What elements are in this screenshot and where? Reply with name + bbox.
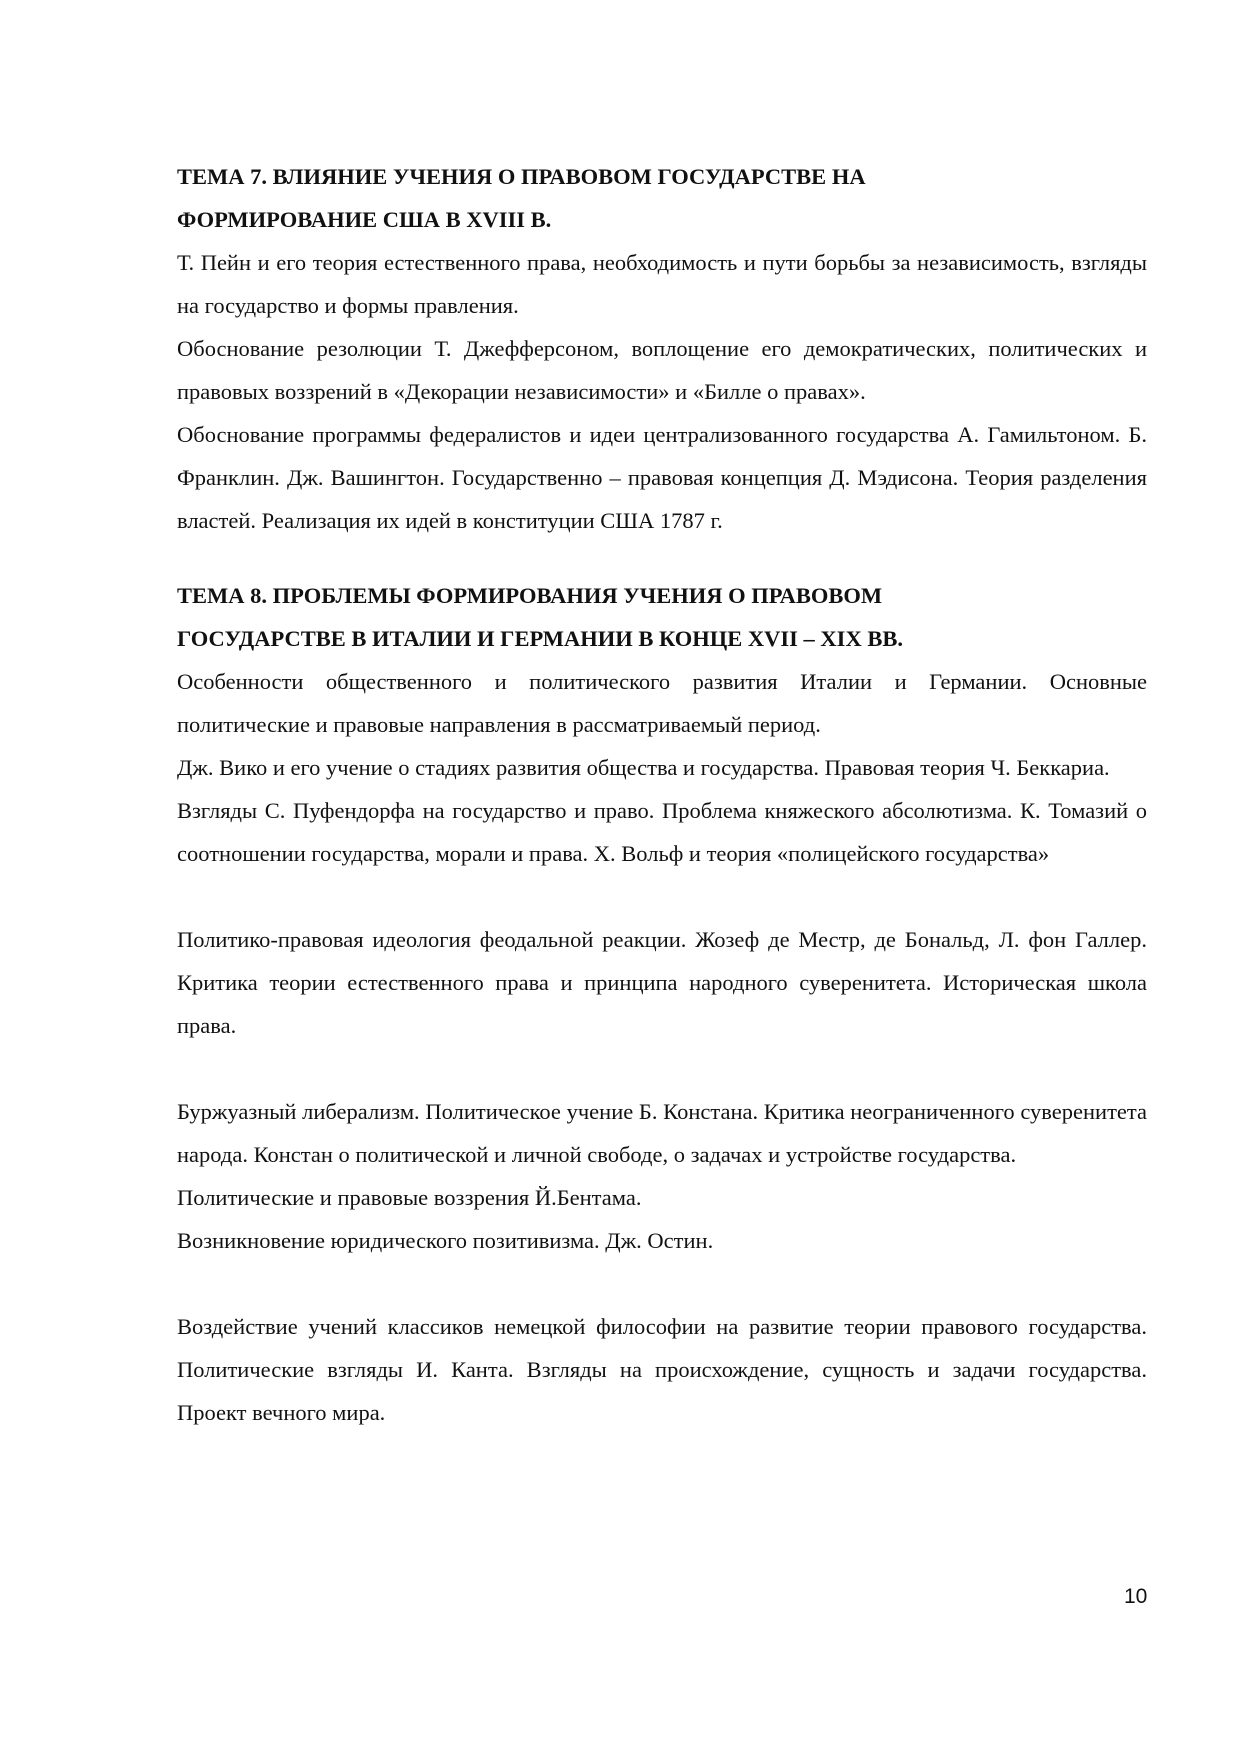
document-page <box>177 155 1147 1434</box>
topic-7-paragraph-1: Т. Пейн и его теория естественного права, необходимость и пути борьбы за независимость, взгляды на государство и формы правления. <box>177 250 1147 318</box>
topic-7-paragraph-3: Обоснование программы федералистов и идеи централизованного государства А. Гамильтоном. Б. Франклин. Дж. Вашингтон. Государственно – правовая концепция Д. Мэдисона. Теория разделения властей. Реализация их идей в конституции США 1787 г. <box>177 422 1147 533</box>
topic-8-paragraph-4: Политико-правовая идеология феодальной реакции. Жозеф де Местр, де Бональд, Л. фон Галлер. Критика теории естественного права и принципа народного суверенитета. Историческая школа права. <box>177 927 1147 1038</box>
topic-8-paragraph-7: Возникновение юридического позитивизма. Дж. Остин. <box>177 1228 714 1253</box>
topic-8-paragraph-1: Особенности общественного и политического развития Италии и Германии. Основные политические и правовые направления в рассматриваемый период. <box>177 669 1147 737</box>
paragraph-spacer <box>177 875 1147 918</box>
page-number: 10 <box>1124 1585 1148 1608</box>
topic-7-paragraph-2: Обоснование резолюции Т. Джефферсоном, воплощение его демократических, политических и правовых воззрений в «Декорации независимости» и «Билле о правах». <box>177 336 1147 404</box>
paragraph-spacer <box>177 1262 1147 1305</box>
topic-7-heading <box>177 155 1147 241</box>
topic-8-paragraph-5: Буржуазный либерализм. Политическое учение Б. Констана. Критика неограниченного суверенитета народа. Констан о политической и личной свободе, о задачах и устройстве государства. <box>177 1099 1147 1167</box>
topic-7-heading-line-1: ТЕМА 7. ВЛИЯНИЕ УЧЕНИЯ О ПРАВОВОМ ГОСУДАРСТВЕ НА <box>177 164 866 189</box>
topic-8-heading-line-2: ГОСУДАРСТВЕ В ИТАЛИИ И ГЕРМАНИИ В КОНЦЕ XVII – XIX ВВ. <box>177 626 903 651</box>
topic-8-paragraph-2: Дж. Вико и его учение о стадиях развития общества и государства. Правовая теория Ч. Беккариа. <box>177 755 1110 780</box>
topic-8-paragraph-8: Воздействие учений классиков немецкой философии на развитие теории правового государства. Политические взгляды И. Канта. Взгляды на происхождение, сущность и задачи государства. Проект вечного мира. <box>177 1314 1147 1425</box>
topic-8-paragraph-3: Взгляды С. Пуфендорфа на государство и право. Проблема княжеского абсолютизма. К. Томазий о соотношении государства, морали и права. Х. Вольф и теория «полицейского государства» <box>177 798 1147 866</box>
section-spacer <box>177 542 1147 574</box>
paragraph-spacer <box>177 1047 1147 1090</box>
topic-8-heading <box>177 574 1147 660</box>
topic-8-paragraph-6: Политические и правовые воззрения Й.Бентама. <box>177 1185 642 1210</box>
topic-8-heading-line-1: ТЕМА 8. ПРОБЛЕМЫ ФОРМИРОВАНИЯ УЧЕНИЯ О ПРАВОВОМ <box>177 583 883 608</box>
topic-7-heading-line-2: ФОРМИРОВАНИЕ США В XVIII В. <box>177 207 552 232</box>
